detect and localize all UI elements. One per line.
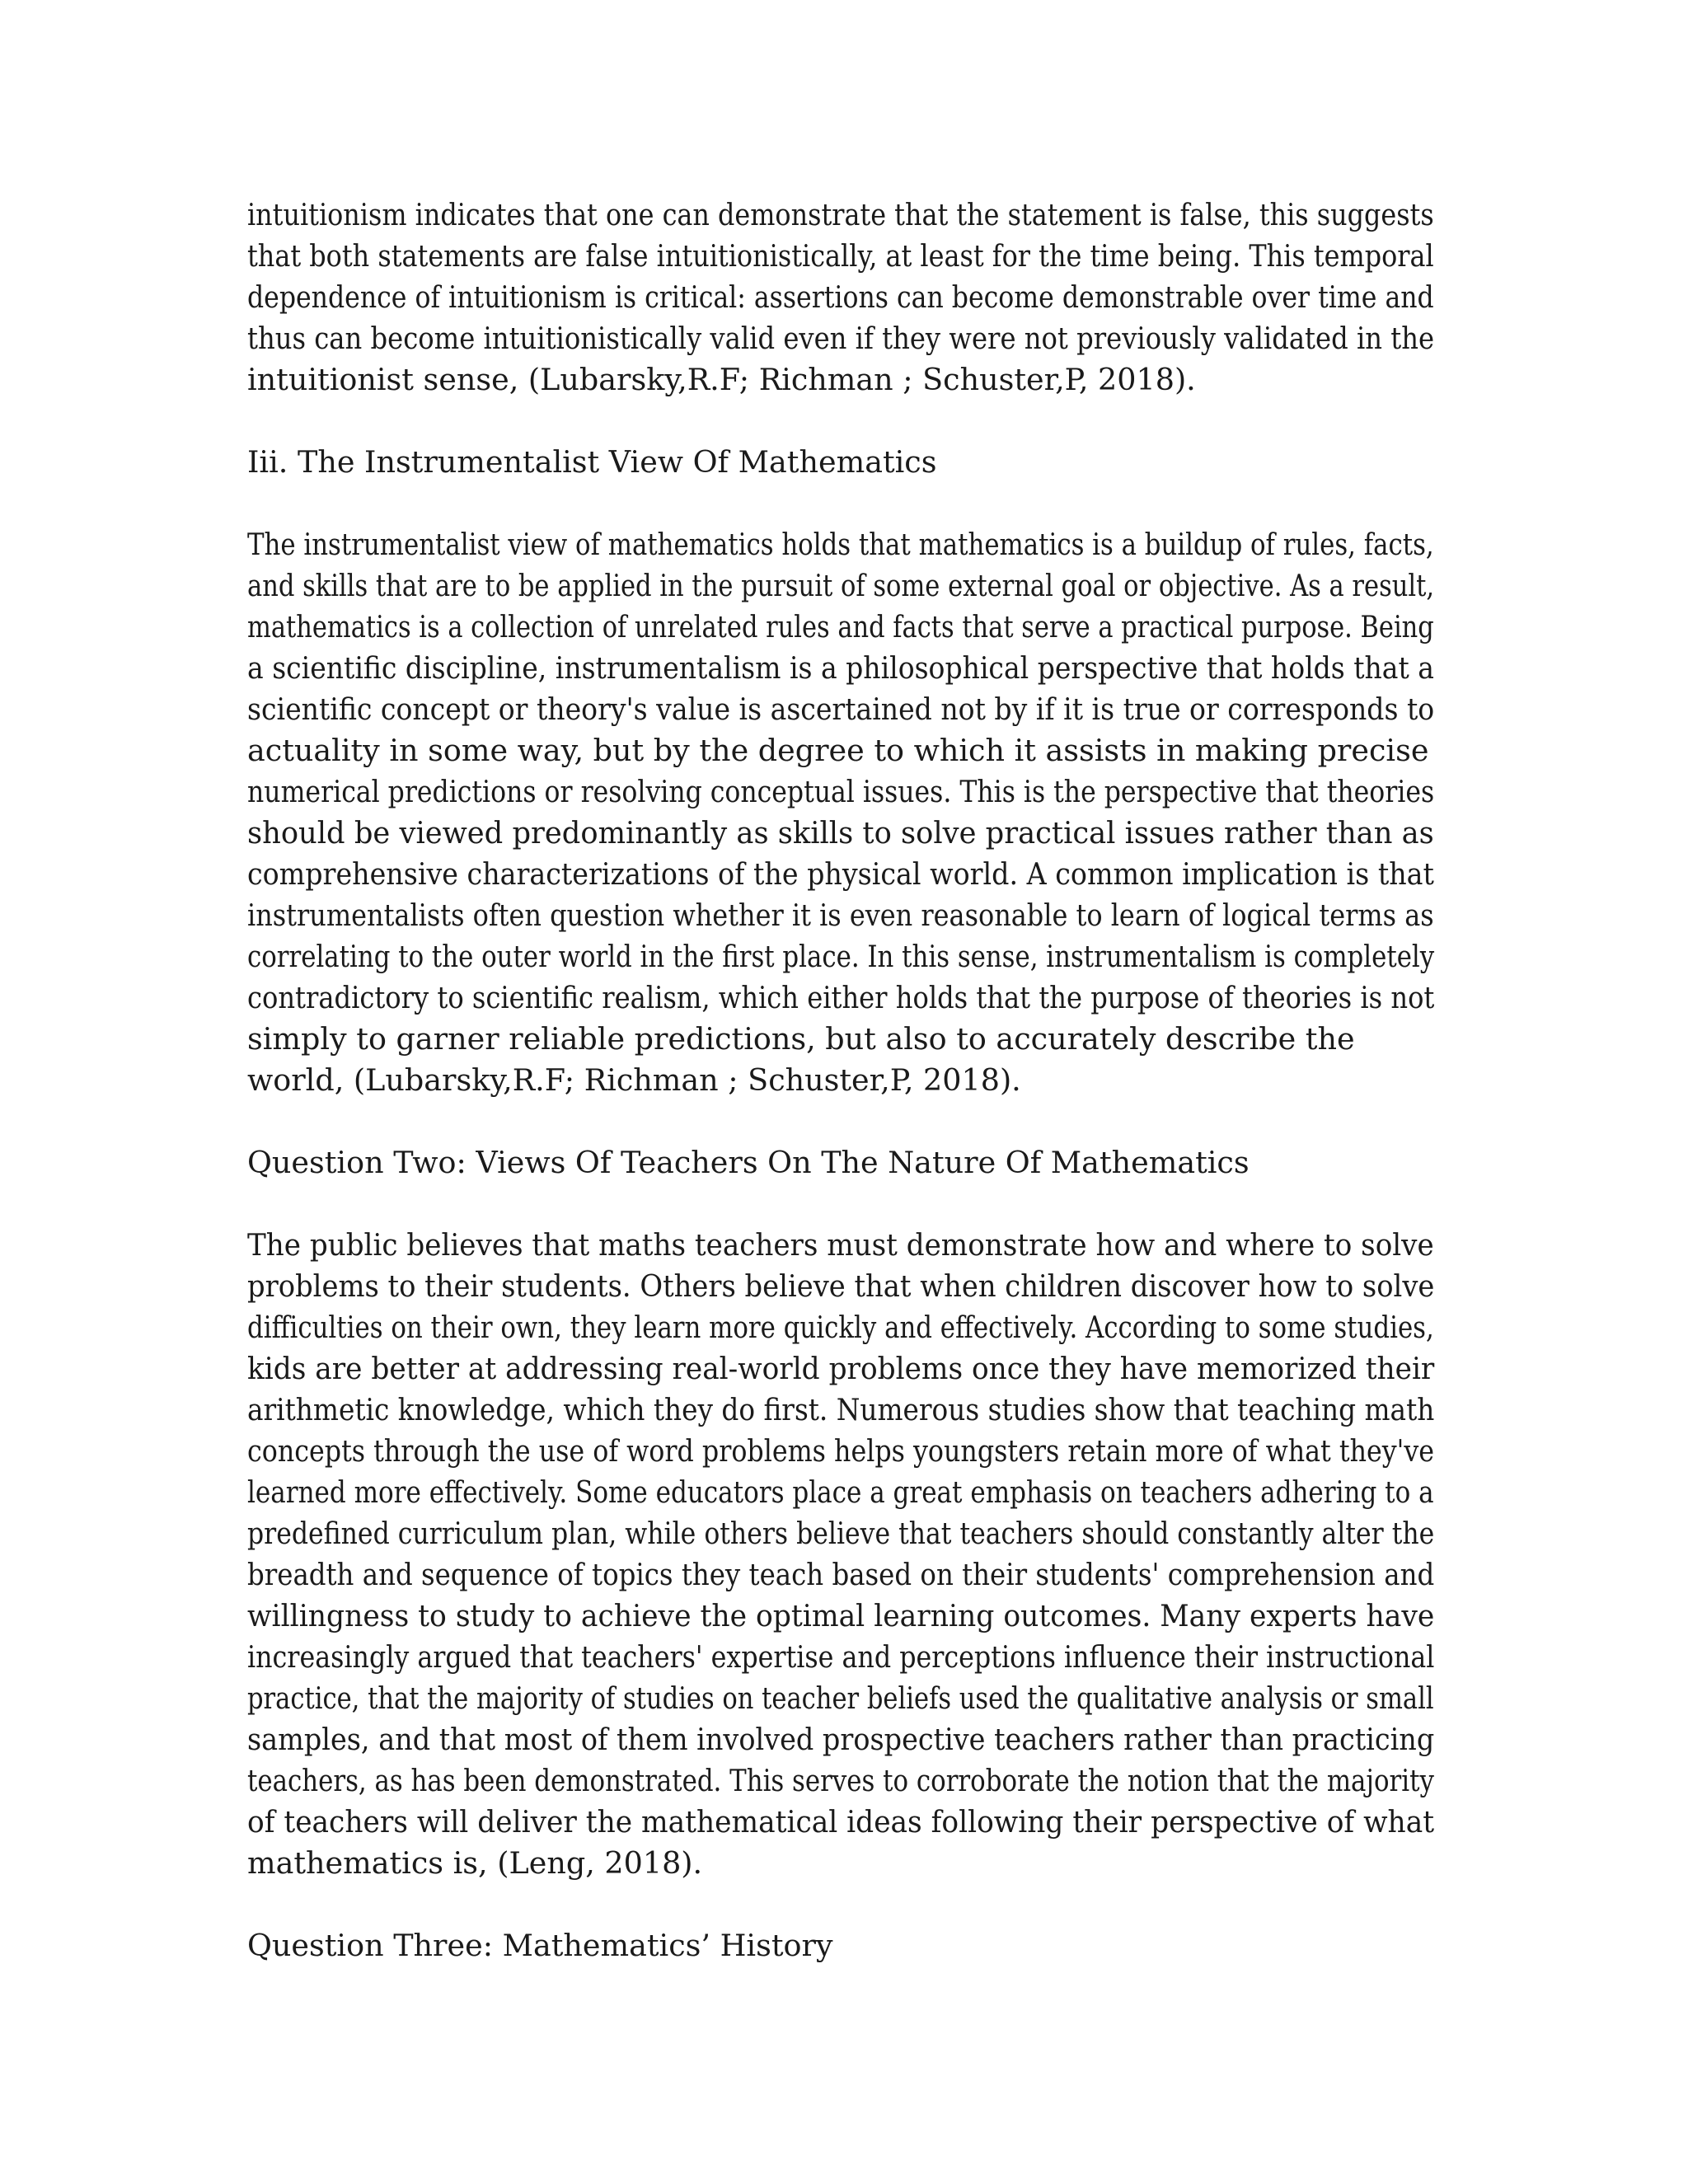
text-line: increasingly argued that teachers' expertise and perceptions influence their instructional — [247, 1639, 1435, 1675]
text-line: kids are better at addressing real-world problems once they have memorized their — [247, 1351, 1435, 1386]
text-line: comprehensive characterizations of the physical world. A common implication is that — [247, 856, 1434, 892]
block-spacer — [247, 401, 1434, 442]
document-body — [247, 194, 1434, 1966]
text-line: instrumentalists often question whether it is even reasonable to learn of logical terms as — [247, 898, 1434, 933]
text-line: intuitionist sense, (Lubarsky,R.F; Richman ; Schuster,P, 2018). — [247, 362, 1196, 397]
text-line: world, (Lubarsky,R.F; Richman ; Schuster,P, 2018). — [247, 1062, 1021, 1098]
block-spacer — [247, 1884, 1434, 1925]
text-line: mathematics is a collection of unrelated rules and facts that serve a practical purpose. Being — [247, 609, 1434, 644]
text-line: teachers, as has been demonstrated. This serves to corroborate the notion that the majority — [247, 1763, 1434, 1798]
block-spacer — [247, 1101, 1434, 1142]
text-line: that both statements are false intuitionistically, at least for the time being. This temporal — [247, 238, 1434, 274]
text-line: scientific concept or theory's value is ascertained not by if it is true or corresponds to — [247, 691, 1435, 727]
heading-question-two — [247, 1142, 1434, 1183]
text-line: dependence of intuitionism is critical: assertions can become demonstrable over time and — [247, 279, 1434, 315]
text-line: problems to their students. Others believe that when children discover how to solve — [247, 1268, 1435, 1304]
text-line: and skills that are to be applied in the pursuit of some external goal or objective. As a result, — [247, 568, 1435, 603]
heading-text: Question Three: Mathematics’ History — [247, 1928, 833, 1963]
paragraph-intuitionism-cont — [247, 194, 1434, 401]
text-line: samples, and that most of them involved prospective teachers rather than practicing — [247, 1722, 1435, 1757]
text-line: learned more effectively. Some educators place a great emphasis on teachers adhering to a — [247, 1474, 1434, 1510]
text-line: contradictory to scientific realism, which either holds that the purpose of theories is not — [247, 980, 1435, 1015]
text-line: difficulties on their own, they learn more quickly and effectively. According to some studies, — [247, 1310, 1434, 1345]
text-line: simply to garner reliable predictions, but also to accurately describe the — [247, 1021, 1355, 1057]
heading-instrumentalist-view — [247, 442, 1434, 483]
text-line: predefined curriculum plan, while others believe that teachers should constantly alter the — [247, 1516, 1435, 1551]
text-line: The public believes that maths teachers must demonstrate how and where to solve — [247, 1227, 1434, 1263]
text-line: intuitionism indicates that one can demonstrate that the statement is false, this suggests — [247, 197, 1434, 232]
text-line: arithmetic knowledge, which they do first. Numerous studies show that teaching math — [247, 1392, 1435, 1427]
text-line: concepts through the use of word problems helps youngsters retain more of what they've — [247, 1433, 1435, 1469]
heading-text: Question Two: Views Of Teachers On The Nature Of Mathematics — [247, 1145, 1250, 1180]
text-line: thus can become intuitionistically valid even if they were not previously validated in the — [247, 321, 1435, 356]
heading-text: Iii. The Instrumentalist View Of Mathematics — [247, 444, 937, 480]
heading-question-three — [247, 1925, 1434, 1966]
text-line: mathematics is, (Leng, 2018). — [247, 1845, 703, 1881]
text-line: actuality in some way, but by the degree to which it assists in making precise — [247, 733, 1429, 768]
text-line: of teachers will deliver the mathematical ideas following their perspective of what — [247, 1804, 1435, 1840]
text-line: The instrumentalist view of mathematics holds that mathematics is a buildup of rules, facts, — [247, 527, 1434, 562]
text-line: practice, that the majority of studies on teacher beliefs used the qualitative analysis or small — [247, 1680, 1434, 1716]
block-spacer — [247, 483, 1434, 524]
paragraph-instrumentalist-view — [247, 524, 1434, 1101]
text-line: breadth and sequence of topics they teach based on their students' comprehension and — [247, 1557, 1435, 1592]
text-line: willingness to study to achieve the optimal learning outcomes. Many experts have — [247, 1598, 1435, 1633]
text-line: numerical predictions or resolving conceptual issues. This is the perspective that theories — [247, 774, 1435, 809]
text-line: correlating to the outer world in the first place. In this sense, instrumentalism is completely — [247, 939, 1435, 974]
paragraph-teachers-views — [247, 1225, 1434, 1884]
text-line: should be viewed predominantly as skills to solve practical issues rather than as — [247, 815, 1434, 851]
text-line: a scientific discipline, instrumentalism is a philosophical perspective that holds that a — [247, 650, 1434, 686]
block-spacer — [247, 1183, 1434, 1225]
